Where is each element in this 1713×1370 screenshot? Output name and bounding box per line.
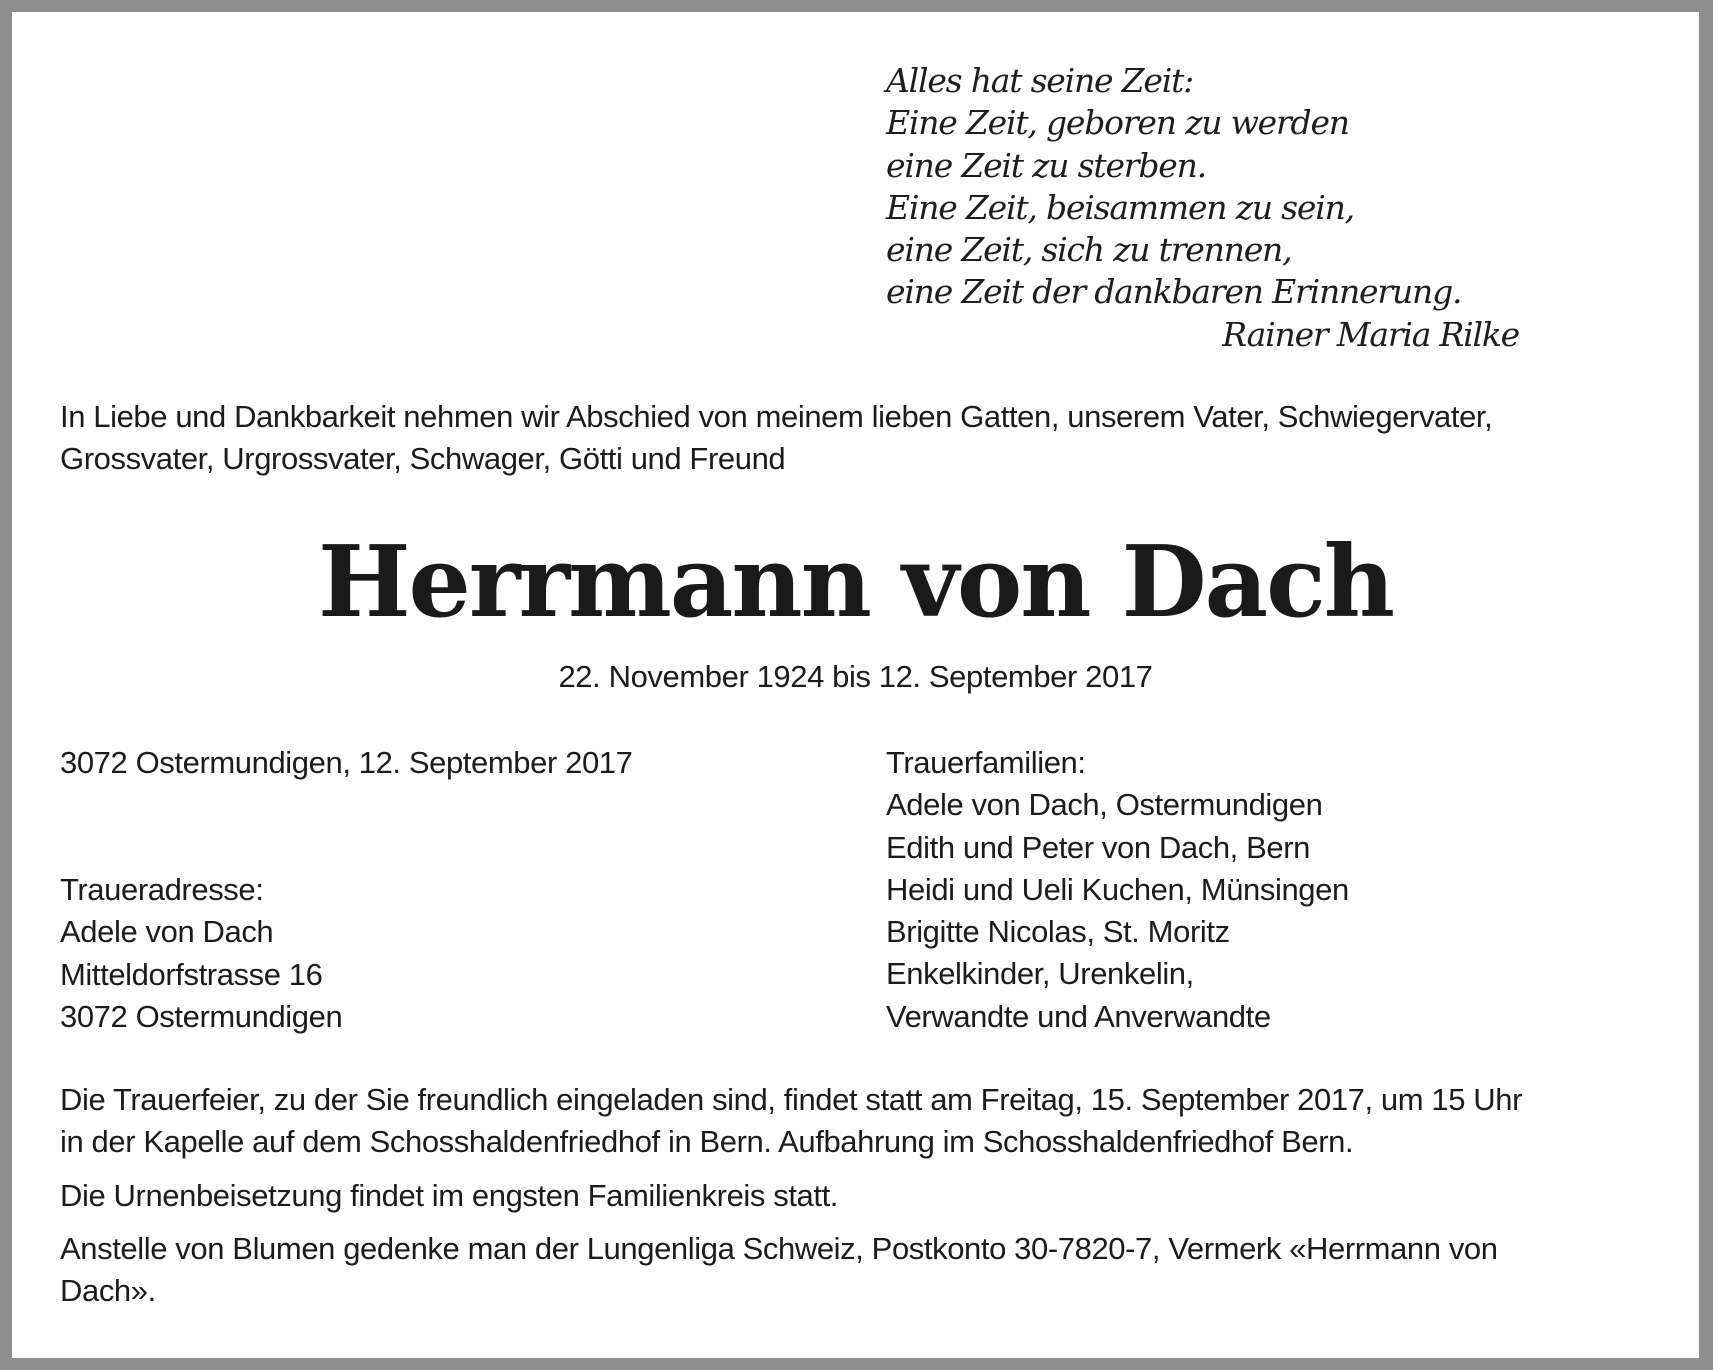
poem-line: eine Zeit der dankbaren Erinnerung.	[886, 272, 1462, 312]
intro-line: In Liebe und Dankbarkeit nehmen wir Abschied von meinem lieben Gatten, unserem Vater, Schwiegervater,	[60, 399, 1493, 434]
poem-quote	[886, 60, 1586, 356]
families-heading: Trauerfamilien:	[886, 745, 1086, 780]
poem-line: eine Zeit zu sterben.	[886, 145, 1206, 185]
family-entry: Heidi und Ueli Kuchen, Münsingen	[886, 871, 1349, 907]
poem-line: Eine Zeit, beisammen zu sein,	[886, 187, 1354, 227]
urn-burial-line: Die Urnenbeisetzung findet im engsten Familienkreis statt.	[60, 1177, 839, 1213]
poem-author: Rainer Maria Rilke	[1222, 314, 1519, 354]
family-entry: Brigitte Nicolas, St. Moritz	[886, 914, 1230, 950]
mourning-address	[60, 869, 342, 1038]
address-line: Mitteldorfstrasse 16	[60, 956, 323, 992]
poem-line: Alles hat seine Zeit:	[886, 61, 1194, 100]
urn-burial-note	[60, 1175, 1680, 1217]
obituary-notice	[12, 12, 1699, 1358]
intro-text	[60, 396, 1660, 481]
address-heading: Traueradresse:	[60, 872, 264, 907]
family-entry: Edith und Peter von Dach, Bern	[886, 829, 1310, 865]
family-entry: Adele von Dach, Ostermundigen	[886, 787, 1323, 823]
funeral-line: in der Kapelle auf dem Schosshaldenfriedhof in Bern. Aufbahrung im Schosshaldenfriedhof Bern.	[60, 1124, 1354, 1160]
mourning-families	[886, 742, 1349, 1038]
funeral-announcement	[60, 1079, 1680, 1164]
poem-line: Eine Zeit, geboren zu werden	[886, 103, 1349, 143]
poem-line: eine Zeit, sich zu trennen,	[886, 230, 1292, 270]
donation-line: Dach».	[60, 1273, 156, 1309]
deceased-name: Herrmann von Dach	[317, 525, 1394, 640]
intro-line: Grossvater, Urgrossvater, Schwager, Götti und Freund	[60, 441, 786, 477]
address-line: Adele von Dach	[60, 914, 274, 950]
donation-line: Anstelle von Blumen gedenke man der Lungenliga Schweiz, Postkonto 30-7820-7, Vermerk «Herrmann von	[60, 1230, 1498, 1266]
donation-note	[60, 1228, 1680, 1313]
address-line: 3072 Ostermundigen	[60, 998, 343, 1034]
place-date: 3072 Ostermundigen, 12. September 2017	[60, 745, 633, 780]
family-entry: Enkelkinder, Urenkelin,	[886, 956, 1194, 992]
funeral-line: Die Trauerfeier, zu der Sie freundlich eingeladen sind, findet statt am Freitag, 15. September 2017, um 15 Uhr	[60, 1082, 1523, 1117]
service-details	[60, 1079, 1680, 1323]
family-entry: Verwandte und Anverwandte	[886, 998, 1271, 1034]
life-dates: 22. November 1924 bis 12. September 2017	[558, 659, 1153, 694]
